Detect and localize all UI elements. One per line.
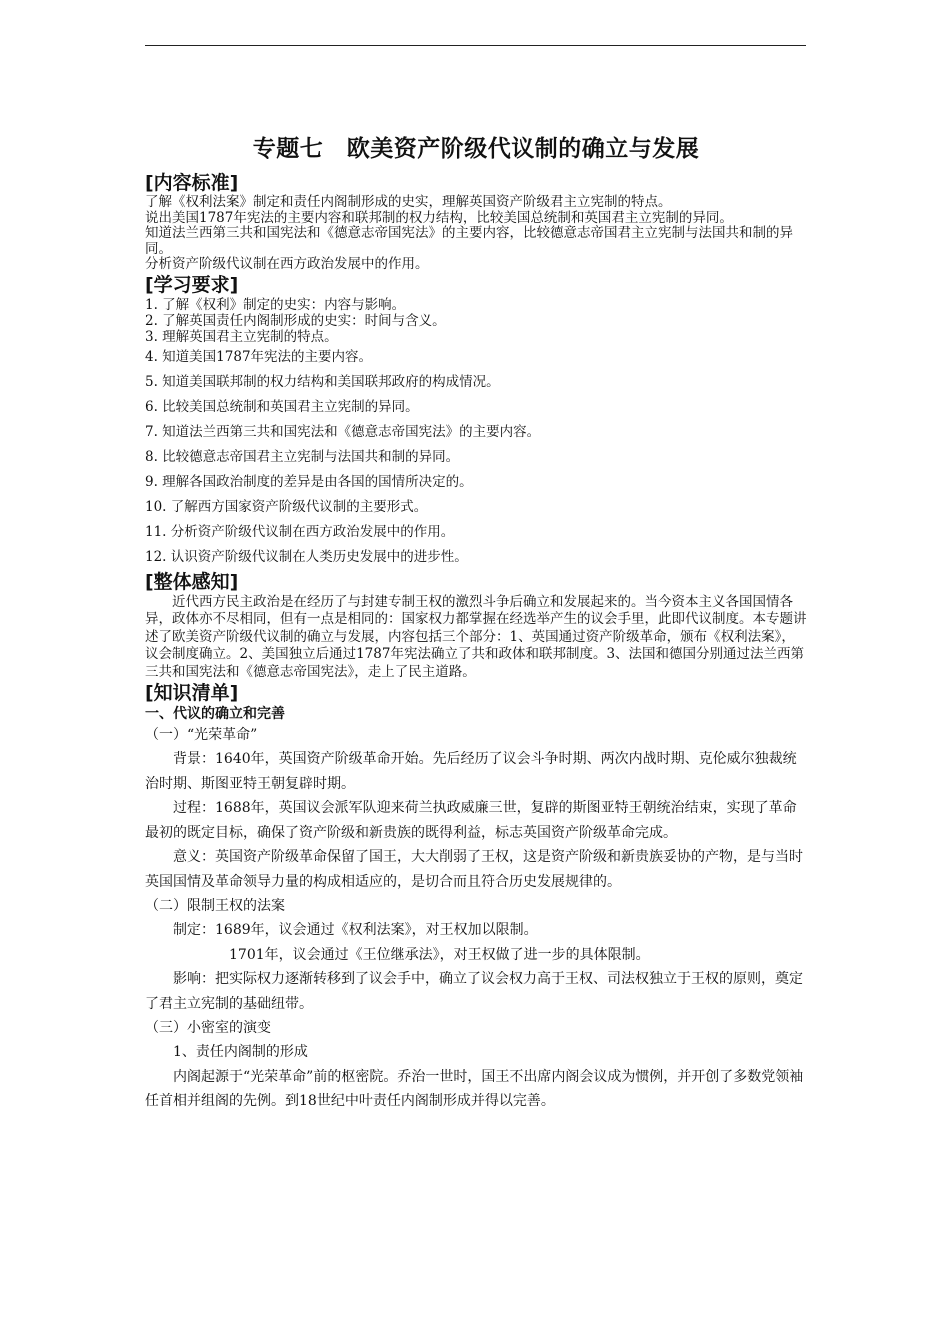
requirement-item: 5. 知道美国联邦制的权力结构和美国联邦政府的构成情况。 xyxy=(145,373,500,390)
paragraph-cabinet: 内阁起源于“光荣革命”前的枢密院。乔治一世时，国王不出席内阁会议成为惯例，并开创了多数党领袖任首相并组阁的先例。到18世纪中叶责任内阁制形成并得以完善。 xyxy=(145,1068,804,1109)
header-rule xyxy=(145,45,806,46)
paragraph-process: 过程：1688年，英国议会派军队迎来荷兰执政威廉三世，复辟的斯图亚特王朝统治结束，实现了革命最初的既定目标，确保了资产阶级和新贵族的既得利益，标志英国资产阶级革命完成。 xyxy=(145,800,797,841)
requirement-item: 7. 知道法兰西第三共和国宪法和《德意志帝国宪法》的主要内容。 xyxy=(145,423,541,440)
paragraph-influence: 影响：把实际权力逐渐转移到了议会手中，确立了议会权力高于王权、司法权独立于王权的原则，奠定了君主立宪制的基础纽带。 xyxy=(145,971,803,1012)
content-standard-line: 了解《权利法案》制定和责任内阁制形成的史实，理解英国资产阶级君主立宪制的特点。 xyxy=(145,194,672,210)
document-page xyxy=(145,130,807,1114)
overall-text xyxy=(145,594,807,682)
paragraph-enactment: 制定：1689年，议会通过《权利法案》，对王权加以限制。 xyxy=(173,922,538,938)
sub-heading-numbered: 1、责任内阁制的形成 xyxy=(173,1044,308,1060)
section-heading-overall: [整体感知] xyxy=(145,570,239,593)
content-standard-line: 说出美国1787年宪法的主要内容和联邦制的权力结构，比较美国总统制和英国君主立宪制的异同。 xyxy=(145,209,733,226)
section-heading-knowledge: [知识清单] xyxy=(145,682,239,704)
requirement-item: 10. 了解西方国家资产阶级代议制的主要形式。 xyxy=(145,498,428,515)
section-heading-content-standard: [内容标准] xyxy=(145,172,239,194)
requirement-item: 8. 比较德意志帝国君主立宪制与法国共和制的异同。 xyxy=(145,448,460,465)
content-standard-line: 知道法兰西第三共和国宪法和《德意志帝国宪法》的主要内容，比较德意志帝国君主立宪制与法国共和制的异同。 xyxy=(145,225,793,257)
knowledge-body xyxy=(145,705,807,1114)
paragraph-meaning: 意义：英国资产阶级革命保留了国王，大大削弱了王权，这是资产阶级和新贵族妥协的产物，是与当时英国国情及革命领导力量的构成相适应的，是切合而且符合历史发展规律的。 xyxy=(145,849,803,890)
content-standard-line: 分析资产阶级代议制在西方政治发展中的作用。 xyxy=(145,256,429,272)
sub-heading: （一）“光荣革命” xyxy=(145,727,258,743)
paragraph-enactment-continued: 1701年，议会通过《王位继承法》，对王权做了进一步的具体限制。 xyxy=(229,946,650,963)
requirement-item: 3. 理解英国君主立宪制的特点。 xyxy=(145,328,338,345)
requirement-item: 2. 了解英国责任内阁制形成的史实：时间与含义。 xyxy=(145,312,446,329)
study-requirements-list xyxy=(145,297,807,570)
sub-heading: （三）小密室的演变 xyxy=(145,1020,271,1036)
requirement-item: 1. 了解《权利》制定的史实：内容与影响。 xyxy=(145,296,406,313)
requirement-item: 4. 知道美国1787年宪法的主要内容。 xyxy=(145,348,373,365)
requirement-item: 9. 理解各国政治制度的差异是由各国的国情所决定的。 xyxy=(145,473,473,490)
requirement-item: 12. 认识资产阶级代议制在人类历史发展中的进步性。 xyxy=(145,548,468,565)
overall-paragraph: 近代西方民主政治是在经历了与封建专制王权的激烈斗争后确立和发展起来的。当今资本主义各国国情各异，政体亦不尽相同，但有一点是相同的：国家权力都掌握在经选举产生的议会手里，此即代议制度。本专题讲述了欧美资产阶级代议制的确立与发展，内容包括三个部分：1、英国通过资产阶级革命，颁布《权利法案》，议会制度确立。2、美国独立后通过1787年宪法确立了共和政体和联邦制度。3、法国和德国分别通过法兰西第三共和国宪法和《德意志帝国宪法》，走上了民主道路。 xyxy=(145,593,807,680)
requirement-item: 11. 分析资产阶级代议制在西方政治发展中的作用。 xyxy=(145,523,455,540)
subsection-heading: 一、代议的确立和完善 xyxy=(145,706,285,722)
document-title: 专题七 欧美资产阶级代议制的确立与发展 xyxy=(252,136,700,162)
requirement-item: 6. 比较美国总统制和英国君主立宪制的异同。 xyxy=(145,398,419,415)
content-standard-text xyxy=(145,195,807,273)
sub-heading: （二）限制王权的法案 xyxy=(145,898,285,914)
section-heading-study-requirements: [学习要求] xyxy=(145,273,239,296)
paragraph-background: 背景：1640年，英国资产阶级革命开始。先后经历了议会斗争时期、两次内战时期、克伦威尔独裁统治时期、斯图亚特王朝复辟时期。 xyxy=(145,751,797,792)
